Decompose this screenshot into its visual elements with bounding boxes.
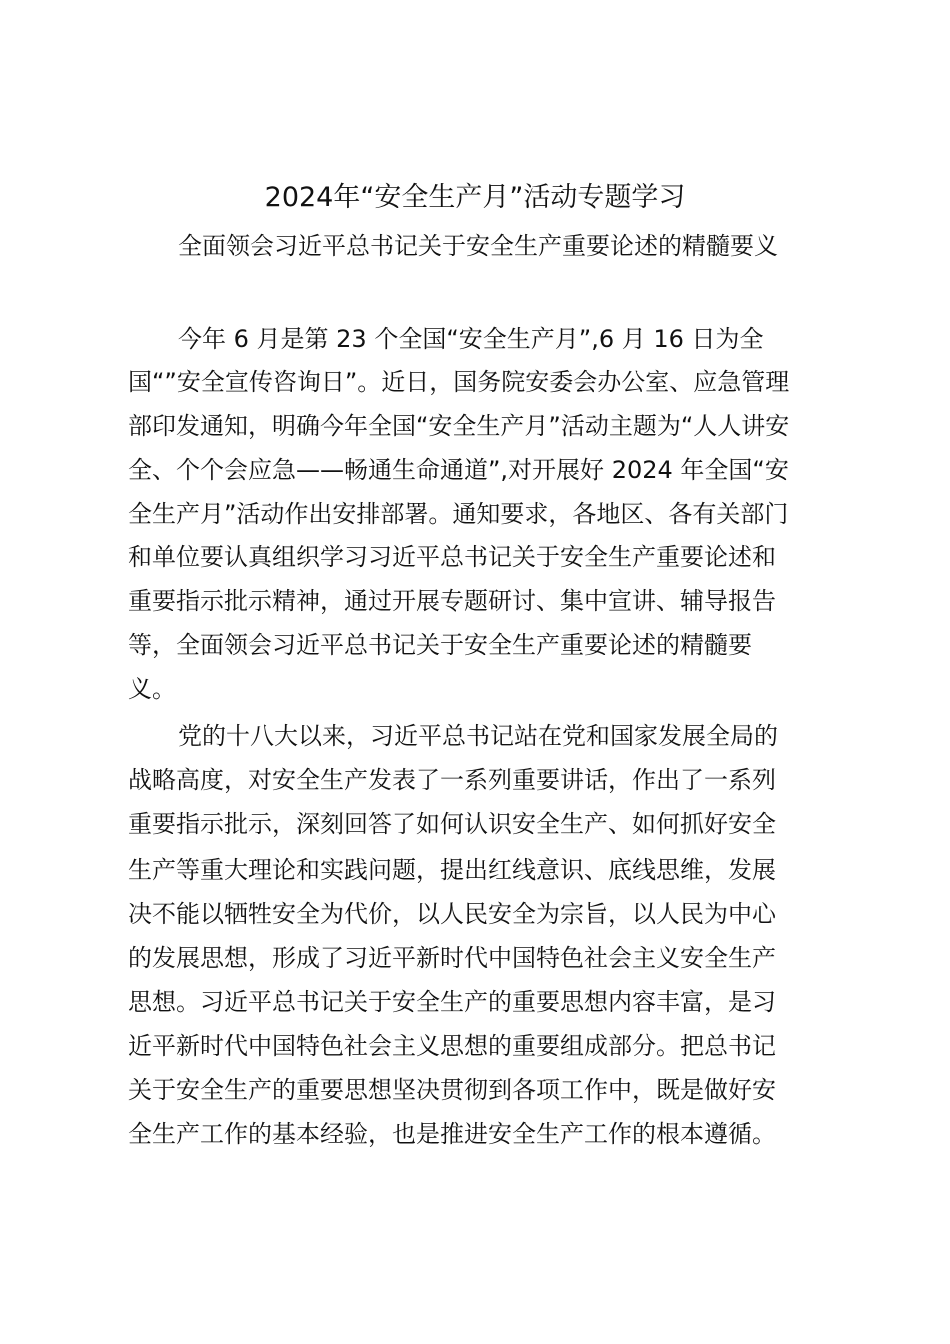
paragraph-2-line-4: 生产等重大理论和实践问题，提出红线意识、底线思维，发展	[128, 856, 776, 884]
paragraph-2-line-3: 重要指示批示，深刻回答了如何认识安全生产、如何抓好安全	[128, 810, 776, 838]
paragraph-2-line-7: 思想。习近平总书记关于安全生产的重要思想内容丰富，是习	[128, 988, 776, 1016]
paragraph-1-line-7: 重要指示批示精神，通过开展专题研讨、集中宣讲、辅导报告	[128, 587, 776, 615]
paragraph-1-line-3: 部印发通知，明确今年全国“安全生产月”活动主题为“人人讲安	[128, 412, 790, 440]
paragraph-1-line-9: 义。	[128, 675, 176, 703]
paragraph-1-line-5: 全生产月”活动作出安排部署。通知要求，各地区、各有关部门	[128, 500, 789, 528]
paragraph-2-line-6: 的发展思想，形成了习近平新时代中国特色社会主义安全生产	[128, 944, 776, 972]
paragraph-1-line-4: 全、个个会应急——畅通生命通道”,对开展好 2024 年全国“安	[128, 456, 789, 484]
paragraph-2-line-9: 关于安全生产的重要思想坚决贯彻到各项工作中，既是做好安	[128, 1076, 776, 1104]
paragraph-2-line-1: 党的十八大以来，习近平总书记站在党和国家发展全局的	[178, 722, 778, 750]
document-subtitle: 全面领会习近平总书记关于安全生产重要论述的精髓要义	[178, 232, 778, 260]
document-title: 2024年“安全生产月”活动专题学习	[264, 182, 686, 213]
paragraph-2-line-8: 近平新时代中国特色社会主义思想的重要组成部分。把总书记	[128, 1032, 776, 1060]
paragraph-1-line-6: 和单位要认真组织学习习近平总书记关于安全生产重要论述和	[128, 543, 776, 571]
paragraph-1-line-2: 国“”安全宣传咨询日”。近日，国务院安委会办公室、应急管理	[128, 368, 790, 396]
paragraph-1-line-1: 今年 6 月是第 23 个全国“安全生产月”,6 月 16 日为全	[178, 325, 764, 353]
paragraph-2-line-2: 战略高度，对安全生产发表了一系列重要讲话，作出了一系列	[128, 766, 776, 794]
paragraph-2-line-5: 决不能以牺牲安全为代价，以人民安全为宗旨，以人民为中心	[128, 900, 776, 928]
paragraph-1-line-8: 等，全面领会习近平总书记关于安全生产重要论述的精髓要	[128, 631, 752, 659]
paragraph-2-line-10: 全生产工作的基本经验，也是推进安全生产工作的根本遵循。	[128, 1120, 776, 1148]
